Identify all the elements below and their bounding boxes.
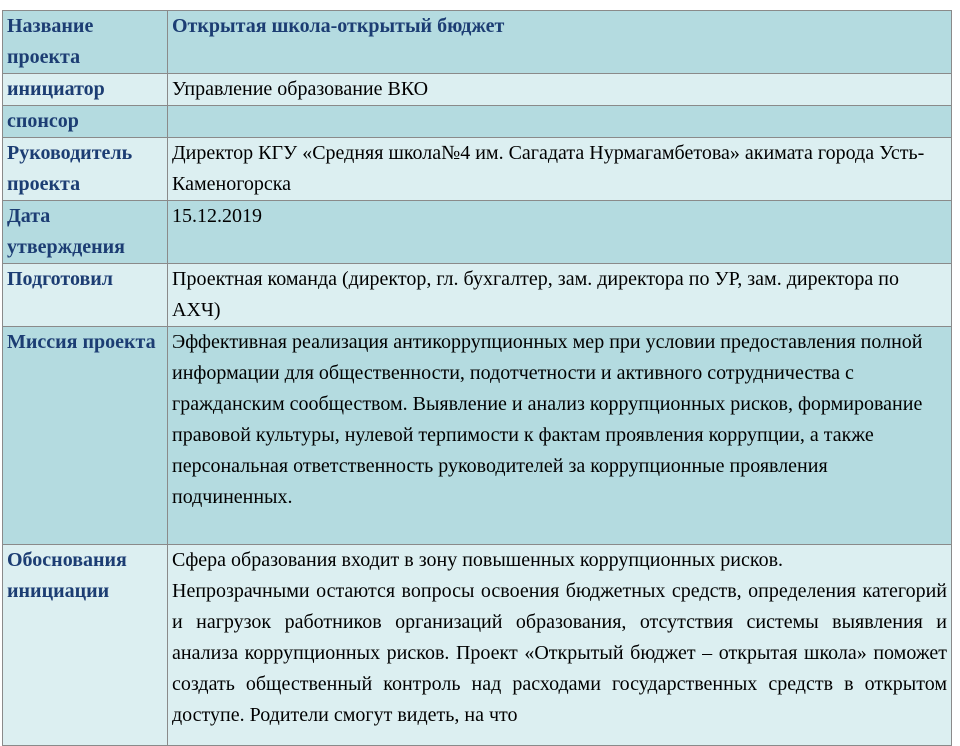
justification-first-sentence: Сфера образования входит в зону повышенных коррупционных рисков. bbox=[172, 549, 784, 571]
table-row bbox=[3, 138, 952, 201]
table-row bbox=[3, 327, 952, 545]
row-label: Подготовил bbox=[3, 264, 168, 327]
manager-value: Директор КГУ «Средняя школа№4 им. Сагадата Нурмагамбетова» акимата города Усть-Каменогорска bbox=[168, 138, 952, 201]
initiator-value: Управление образование ВКО bbox=[168, 74, 952, 106]
row-label: инициатор bbox=[3, 74, 168, 106]
prepared-by-value: Проектная команда (директор, гл. бухгалтер, зам. директора по УР, зам. директора по АХЧ) bbox=[168, 264, 952, 327]
table-row bbox=[3, 74, 952, 106]
row-label: спонсор bbox=[3, 106, 168, 138]
project-passport-table bbox=[2, 10, 952, 746]
row-label: Обоснования инициации bbox=[3, 545, 168, 746]
row-label: Название проекта bbox=[3, 11, 168, 74]
table-row bbox=[3, 545, 952, 746]
sponsor-value bbox=[168, 106, 952, 138]
row-label: Миссия проекта bbox=[3, 327, 168, 545]
justification-rest: Непрозрачными остаются вопросы освоения бюджетных средств, определения категорий и нагрузок работников организаций образования, отсутствия системы выявления и анализа коррупционных рисков. Проект «Открытый бюджет – открытая школа» поможет создать общественный контроль над расходами государственных средств в открытом доступе. Родители смогут видеть, на что bbox=[172, 580, 947, 726]
table-row bbox=[3, 11, 952, 74]
mission-value: Эффективная реализация антикоррупционных мер при условии предоставления полной информации для общественности, подотчетности и активного сотрудничества с гражданским сообществом. Выявление и анализ коррупционных рисков, формирование правовой культуры, нулевой терпимости к фактам проявления коррупции, а также персональная ответственность руководителей за коррупционные проявления подчиненных. bbox=[168, 327, 952, 545]
row-label: Дата утверждения bbox=[3, 201, 168, 264]
table-row bbox=[3, 264, 952, 327]
project-name-value: Открытая школа-открытый бюджет bbox=[168, 11, 952, 74]
approval-date-value: 15.12.2019 bbox=[168, 201, 952, 264]
table-row bbox=[3, 106, 952, 138]
table-row bbox=[3, 201, 952, 264]
justification-value bbox=[168, 545, 952, 746]
row-label: Руководитель проекта bbox=[3, 138, 168, 201]
